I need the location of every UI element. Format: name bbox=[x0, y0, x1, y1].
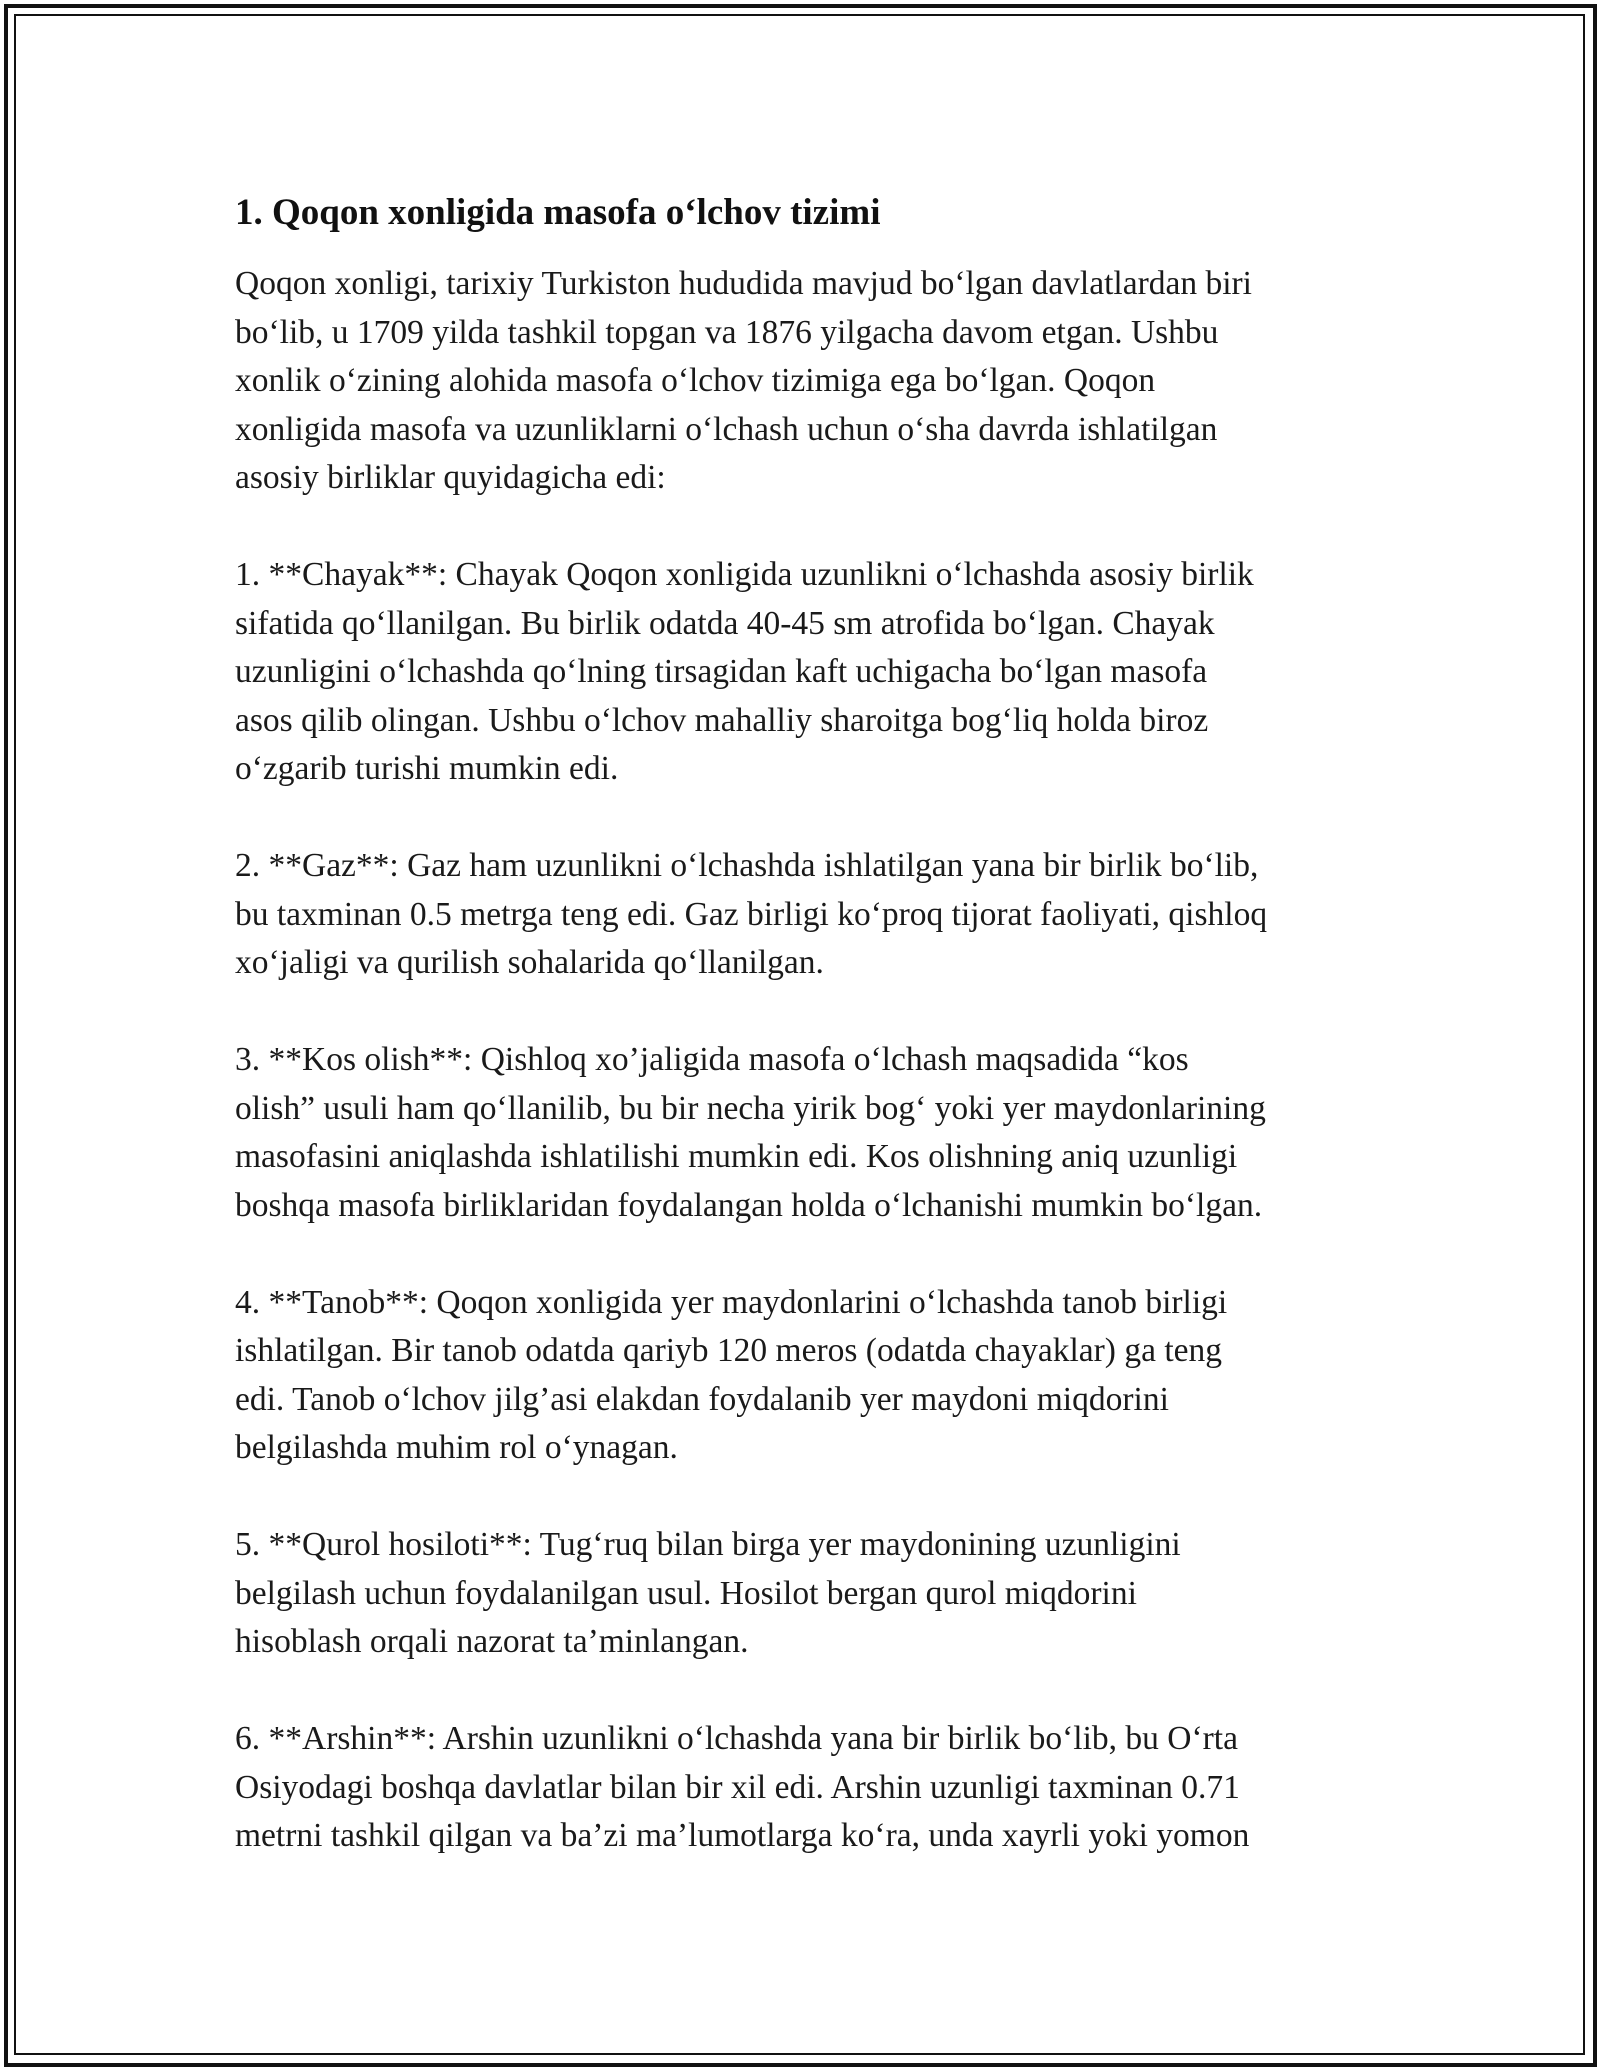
text-line: xonligida masofa va uzunliklarni o‘lchash uchun o‘sha davrda ishlatilgan bbox=[235, 410, 1218, 448]
text-line: 2. **Gaz**: Gaz ham uzunlikni o‘lchashda ishlatilgan yana bir birlik bo‘lib, bbox=[235, 847, 1259, 884]
text-line: boshqa masofa birliklaridan foydalangan holda o‘lchanishi mumkin bo‘lgan. bbox=[235, 1186, 1263, 1224]
text-line: Osiyodagi boshqa davlatlar bilan bir xil edi. Arshin uzunligi taxminan 0.71 bbox=[235, 1768, 1240, 1806]
text-line: bu taxminan 0.5 metrga teng edi. Gaz birligi ko‘proq tijorat faoliyati, qishloq bbox=[235, 895, 1268, 933]
text-line: xonlik o‘zining alohida masofa o‘lchov tizimiga ega bo‘lgan. Qoqon bbox=[235, 362, 1156, 399]
text-line: belgilashda muhim rol o‘ynagan. bbox=[235, 1429, 678, 1466]
text-line: masofasini aniqlashda ishlatilishi mumkin edi. Kos olishning aniq uzunligi bbox=[235, 1138, 1238, 1175]
text-line: 3. **Kos olish**: Qishloq xo’jaligida masofa o‘lchash maqsadida “kos bbox=[235, 1041, 1189, 1078]
text-line: sifatida qo‘llanilgan. Bu birlik odatda 40-45 sm atrofida bo‘lgan. Chayak bbox=[235, 604, 1215, 642]
text-line: metrni tashkil qilgan va ba’zi ma’lumotlarga ko‘ra, unda xayrli yoki yomon bbox=[235, 1817, 1250, 1854]
text-line: belgilash uchun foydalanilgan usul. Hosilot bergan qurol miqdorini bbox=[235, 1574, 1137, 1612]
text-line: asosiy birliklar quyidagicha edi: bbox=[235, 459, 666, 496]
section-heading: 1. Qoqon xonligida masofa o‘lchov tizimi bbox=[235, 192, 881, 233]
document-body bbox=[235, 188, 1375, 1909]
text-line: 4. **Tanob**: Qoqon xonligida yer maydonlarini o‘lchashda tanob birligi bbox=[235, 1283, 1228, 1321]
paragraph-intro bbox=[235, 260, 1375, 503]
paragraph-chayak bbox=[235, 551, 1375, 794]
text-line: 6. **Arshin**: Arshin uzunlikni o‘lchashda yana bir birlik bo‘lib, bu O‘rta bbox=[235, 1720, 1238, 1757]
paragraph-tanob bbox=[235, 1279, 1375, 1473]
text-line: uzunligini o‘lchashda qo‘lning tirsagidan kaft uchigacha bo‘lgan masofa bbox=[235, 653, 1208, 690]
text-line: edi. Tanob o‘lchov jilg’asi elakdan foydalanib yer maydoni miqdorini bbox=[235, 1380, 1169, 1418]
paragraph-gaz bbox=[235, 842, 1375, 988]
text-line: o‘zgarib turishi mumkin edi. bbox=[235, 750, 619, 787]
paragraph-kos-olish bbox=[235, 1036, 1375, 1230]
text-line: xo‘jaligi va qurilish sohalarida qo‘llanilgan. bbox=[235, 944, 824, 981]
paragraph-arshin bbox=[235, 1715, 1375, 1861]
text-line: ishlatilgan. Bir tanob odatda qariyb 120 meros (odatda chayaklar) ga teng bbox=[235, 1332, 1223, 1369]
text-line: Qoqon xonligi, tarixiy Turkiston hududida mavjud bo‘lgan davlatlardan biri bbox=[235, 265, 1252, 302]
text-line: asos qilib olingan. Ushbu o‘lchov mahalliy sharoitga bog‘liq holda biroz bbox=[235, 701, 1209, 739]
text-line: hisoblash orqali nazorat ta’minlangan. bbox=[235, 1623, 749, 1660]
text-line: bo‘lib, u 1709 yilda tashkil topgan va 1876 yilgacha davom etgan. Ushbu bbox=[235, 313, 1219, 351]
text-line: 5. **Qurol hosiloti**: Tug‘ruq bilan birga yer maydonining uzunligini bbox=[235, 1526, 1181, 1563]
text-line: 1. **Chayak**: Chayak Qoqon xonligida uzunlikni o‘lchashda asosiy birlik bbox=[235, 556, 1254, 593]
paragraph-qurol-hosiloti bbox=[235, 1521, 1375, 1667]
text-line: olish” usuli ham qo‘llanilib, bu bir necha yirik bog‘ yoki yer maydonlarining bbox=[235, 1089, 1266, 1127]
